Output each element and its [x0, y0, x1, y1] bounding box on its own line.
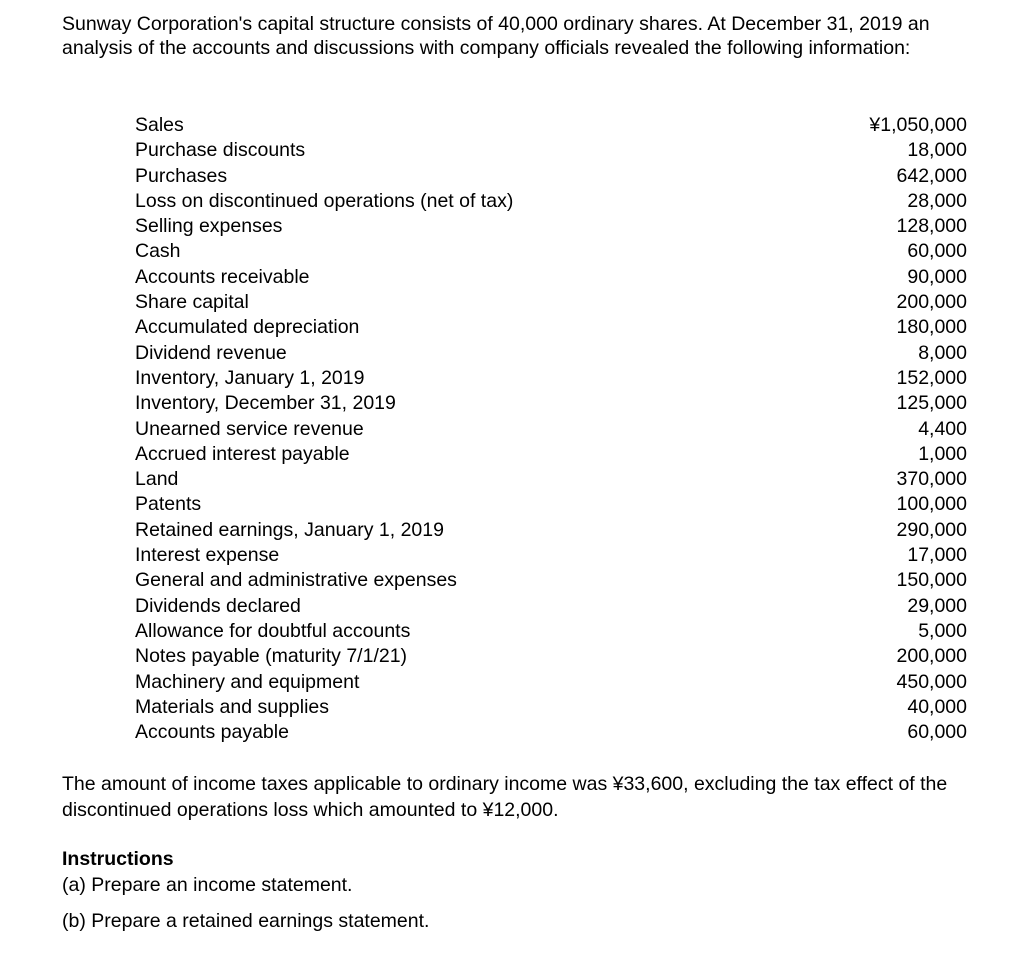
- account-row: [135, 720, 967, 745]
- account-value: 100,000: [896, 493, 967, 516]
- account-value: 40,000: [907, 695, 967, 718]
- account-value: 28,000: [907, 189, 967, 212]
- account-label: Dividends declared: [135, 594, 301, 617]
- account-label: Accrued interest payable: [135, 442, 350, 465]
- account-row: [135, 164, 967, 189]
- account-row: [135, 568, 967, 593]
- account-row: [135, 442, 967, 467]
- account-value: 200,000: [896, 645, 967, 668]
- account-value: 1,000: [918, 442, 967, 465]
- account-row: [135, 619, 967, 644]
- account-value: 8,000: [918, 341, 967, 364]
- account-row: [135, 695, 967, 720]
- account-value: 290,000: [896, 518, 967, 541]
- account-label: Land: [135, 468, 179, 491]
- account-label: Purchase discounts: [135, 139, 306, 162]
- account-value: 17,000: [907, 544, 967, 567]
- account-label: Cash: [135, 240, 181, 263]
- account-value: 200,000: [896, 291, 967, 314]
- account-row: [135, 391, 967, 416]
- account-value: 450,000: [896, 670, 967, 693]
- account-label: Interest expense: [135, 544, 280, 567]
- instruction-a: (a) Prepare an income statement.: [62, 874, 353, 896]
- account-label: Purchases: [135, 164, 228, 187]
- account-label: Unearned service revenue: [135, 417, 364, 440]
- account-label: Inventory, December 31, 2019: [135, 392, 396, 415]
- account-label: Share capital: [135, 291, 249, 314]
- account-label: Inventory, January 1, 2019: [135, 366, 365, 389]
- account-value: 180,000: [896, 316, 967, 339]
- account-label: Accounts payable: [135, 721, 289, 744]
- account-row: [135, 138, 967, 163]
- account-row: [135, 467, 967, 492]
- account-value: 5,000: [918, 619, 967, 642]
- account-value: 60,000: [907, 240, 967, 263]
- account-row: [135, 543, 967, 568]
- account-value: 370,000: [896, 468, 967, 491]
- account-row: [135, 113, 967, 138]
- account-row: [135, 492, 967, 517]
- account-label: Sales: [135, 114, 184, 136]
- account-row: [135, 189, 967, 214]
- account-value: 60,000: [907, 721, 967, 744]
- account-value: 125,000: [896, 392, 967, 415]
- account-row: [135, 417, 967, 442]
- account-value: 150,000: [896, 569, 967, 592]
- account-label: Selling expenses: [135, 215, 283, 238]
- account-row: [135, 214, 967, 239]
- account-row: [135, 594, 967, 619]
- account-label: Allowance for doubtful accounts: [135, 619, 411, 642]
- tax-note-paragraph: The amount of income taxes applicable to ordinary income was ¥33,600, excluding the tax effect of the discontinued operations loss which amounted to ¥12,000.: [62, 773, 948, 821]
- account-row: [135, 670, 967, 695]
- account-row: [135, 644, 967, 669]
- account-row: [135, 315, 967, 340]
- account-value: 29,000: [907, 594, 967, 617]
- account-row: [135, 239, 967, 264]
- account-label: Notes payable (maturity 7/1/21): [135, 645, 408, 668]
- account-label: Accumulated depreciation: [135, 316, 360, 339]
- account-label: Materials and supplies: [135, 695, 330, 718]
- account-row: [135, 366, 967, 391]
- intro-paragraph: Sunway Corporation's capital structure consists of 40,000 ordinary shares. At December 31, 2019 an analysis of the accounts and discussions with company officials revealed the following information:: [62, 13, 930, 59]
- account-value: 642,000: [896, 164, 967, 187]
- account-list: [135, 113, 967, 745]
- account-label: Dividend revenue: [135, 341, 287, 364]
- instruction-b: (b) Prepare a retained earnings statement.: [62, 910, 430, 932]
- account-value: 152,000: [896, 366, 967, 389]
- account-label: Patents: [135, 493, 202, 516]
- account-value: 4,400: [918, 417, 967, 440]
- account-label: Loss on discontinued operations (net of tax): [135, 189, 514, 212]
- account-row: [135, 290, 967, 315]
- instructions-heading: Instructions: [62, 848, 174, 870]
- account-row: [135, 518, 967, 543]
- account-label: Machinery and equipment: [135, 670, 360, 693]
- account-value: 18,000: [907, 139, 967, 162]
- account-label: Accounts receivable: [135, 265, 310, 288]
- account-row: [135, 265, 967, 290]
- account-label: Retained earnings, January 1, 2019: [135, 518, 444, 541]
- account-value: 90,000: [907, 265, 967, 288]
- account-value: 128,000: [896, 215, 967, 238]
- account-row: [135, 341, 967, 366]
- account-label: General and administrative expenses: [135, 569, 457, 592]
- account-value: ¥1,050,000: [869, 114, 967, 136]
